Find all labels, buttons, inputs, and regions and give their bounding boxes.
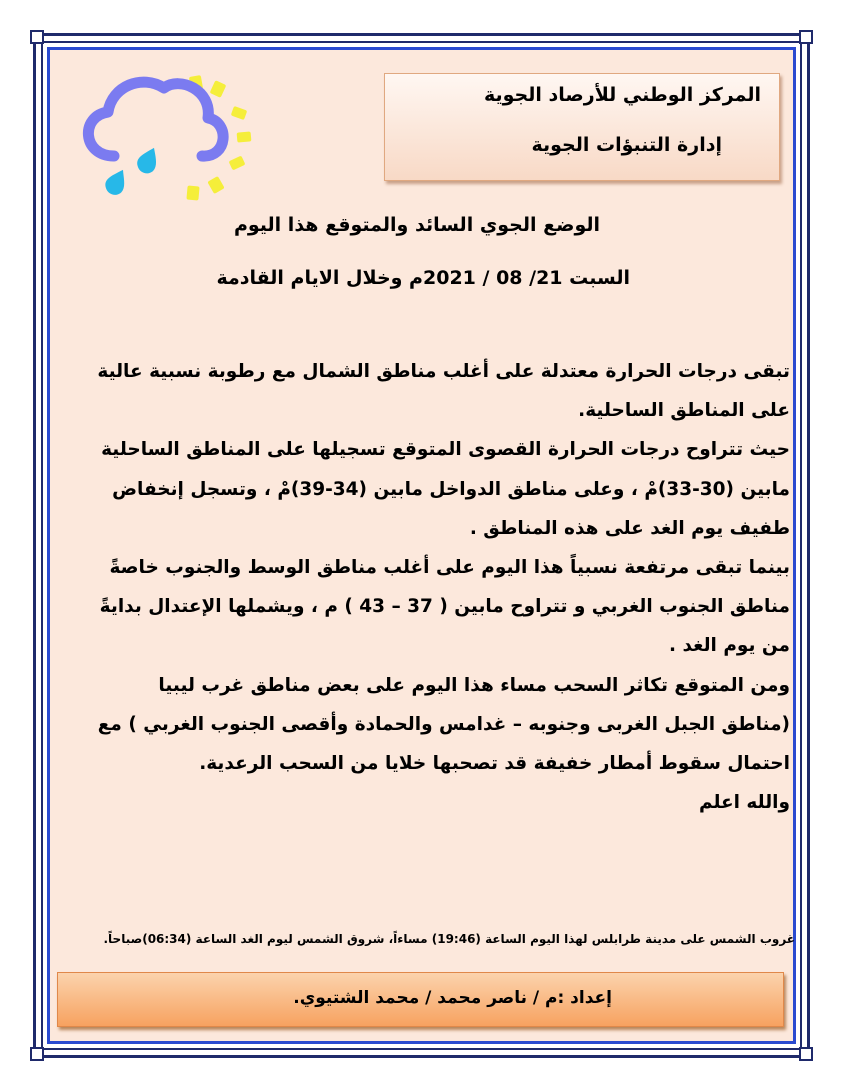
header-department: إدارة التنبؤات الجوية — [531, 134, 722, 156]
body-line: بينما تبقى مرتفعة نسبياً هذا اليوم على أغلب مناطق الوسط والجنوب خاصةً — [109, 557, 790, 579]
frame-corner — [799, 30, 813, 44]
header-organization: المركز الوطني للأرصاد الجوية — [483, 84, 761, 106]
sunset-sunrise-note: غروب الشمس على مدينة طرابلس لهذا اليوم الساعة (19:46) مساءاً، شروق الشمس ليوم الغد الساعة (06:34)صباحاً. — [103, 932, 795, 946]
footer-box — [57, 972, 784, 1027]
body-line: من يوم الغد . — [669, 635, 790, 657]
frame-corner — [799, 1047, 813, 1061]
header-box — [384, 73, 780, 181]
body-line: حيث تتراوح درجات الحرارة القصوى المتوقع تسجيلها على المناطق الساحلية — [101, 439, 790, 461]
prepared-by: إعداد :م / ناصر محمد / محمد الشتيوي. — [293, 988, 612, 1008]
cloud-rain-sun-icon — [72, 68, 257, 203]
body-line: مناطق الجنوب الغربي و تتراوح مابين ( 37 – 43 ) م ، ويشملها الإعتدال بدايةً — [99, 596, 790, 618]
body-line: (مناطق الجبل الغربى وجنوبه – غدامس والحمادة وأقصى الجنوب الغربي ) مع — [97, 713, 790, 735]
rain-drop — [134, 144, 164, 177]
frame-corner — [30, 30, 44, 44]
report-date: السبت 21/ 08 / 2021م وخلال الايام القادمة — [216, 267, 630, 289]
body-line: تبقى درجات الحرارة معتدلة على أغلب مناطق الشمال مع رطوبة نسبية عالية — [97, 361, 790, 382]
body-line: احتمال سقوط أمطار خفيفة قد تصحبها خلايا من السحب الرعدية. — [199, 753, 790, 775]
report-body — [70, 352, 790, 822]
body-line: على المناطق الساحلية. — [578, 400, 790, 422]
rain-drop — [102, 165, 132, 198]
report-title: الوضع الجوي السائد والمتوقع هذا اليوم — [233, 214, 600, 236]
body-line: والله اعلم — [698, 792, 790, 814]
body-line: ومن المتوقع تكاثر السحب مساء هذا اليوم على بعض مناطق غرب ليبيا — [158, 674, 790, 696]
body-line: مابين (30-33)مْ ، وعلى مناطق الدواخل مابين (34-39)مْ ، وتسجل إنخفاض — [112, 478, 790, 500]
cloud-outline — [88, 82, 223, 156]
body-line: طفيف يوم الغد على هذه المناطق . — [469, 517, 790, 539]
frame-corner — [30, 1047, 44, 1061]
